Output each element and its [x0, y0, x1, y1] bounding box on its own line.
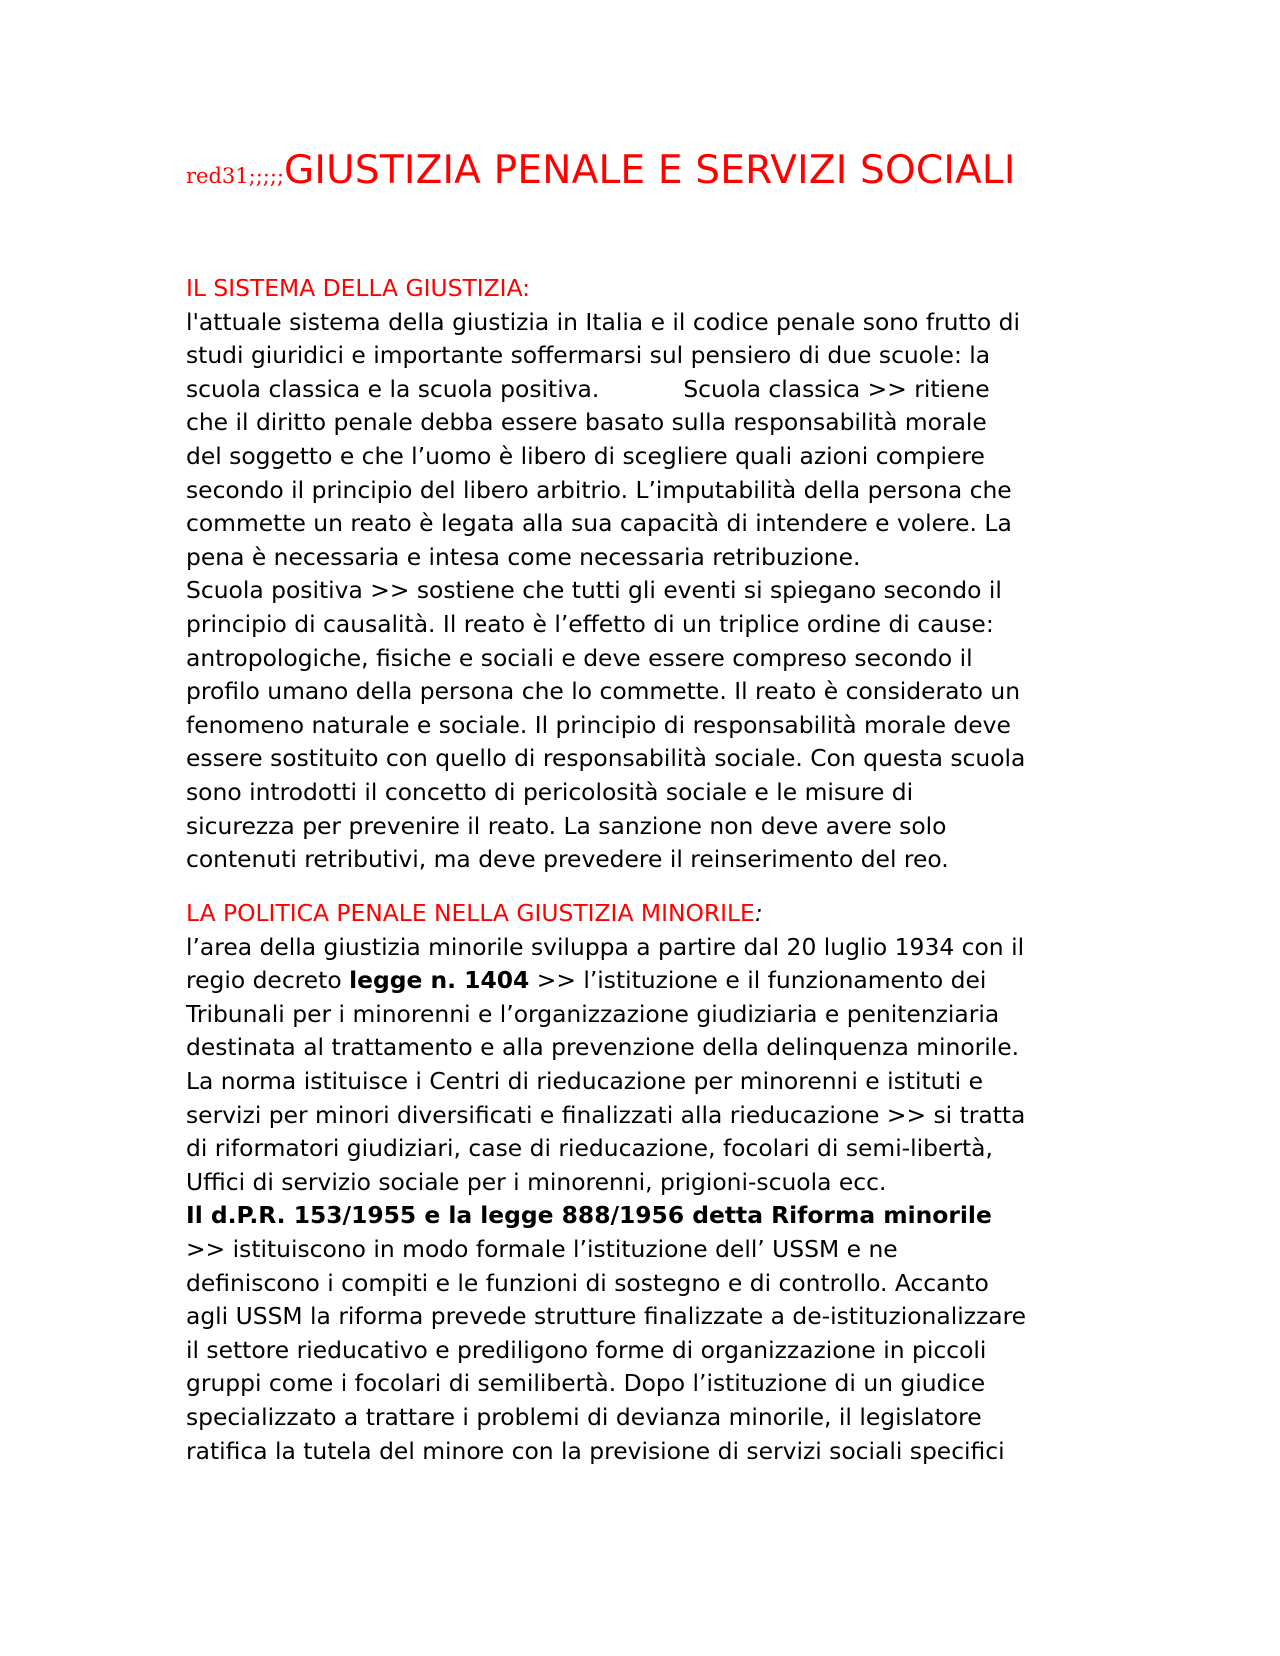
section-heading-text: LA POLITICA PENALE NELLA GIUSTIZIA MINORILE [186, 899, 755, 927]
section-heading [186, 897, 1086, 931]
paragraph-line: >> istituiscono in modo formale l’istituzione dell’ USSM e ne [186, 1234, 898, 1263]
section-heading-colon: : [754, 899, 763, 927]
paragraph-line [186, 373, 1086, 407]
paragraph-line: il settore rieducativo e prediligono forme di organizzazione in piccoli [186, 1335, 987, 1364]
law-reference: legge n. 1404 [349, 966, 530, 995]
paragraph-line: l'attuale sistema della giustizia in Italia e il codice penale sono frutto di [186, 307, 1020, 336]
paragraph-line: profilo umano della persona che lo commette. Il reato è considerato un [186, 677, 1021, 706]
paragraph-line: secondo il principio del libero arbitrio. L’imputabilità della persona che [186, 475, 1012, 504]
paragraph-line: servizi per minori diversificati e finalizzati alla rieducazione >> si tratta [186, 1100, 1026, 1129]
paragraph-line: antropologiche, fisiche e sociali e deve essere compreso secondo il [186, 643, 973, 672]
paragraph-line: gruppi come i focolari di semilibertà. Dopo l’istituzione di un giudice [186, 1369, 986, 1398]
title-main: GIUSTIZIA PENALE E SERVIZI SOCIALI [284, 148, 1016, 193]
paragraph-line: sono introdotti il concetto di pericolosità sociale e le misure di [186, 777, 914, 806]
paragraph-line: Scuola positiva >> sostiene che tutti gli eventi si spiegano secondo il [186, 576, 1002, 605]
paragraph-line: contenuti retributivi, ma deve prevedere il reinserimento del reo. [186, 845, 949, 874]
section-heading: IL SISTEMA DELLA GIUSTIZIA: [186, 274, 531, 302]
paragraph-line: commette un reato è legata alla sua capacità di intendere e volere. La [186, 509, 1012, 538]
paragraph-fragment: regio decreto [186, 966, 350, 995]
paragraph-line: Uffici di servizio sociale per i minorenni, prigioni-scuola ecc. [186, 1167, 887, 1196]
paragraph-fragment: scuola classica e la scuola positiva. [186, 374, 600, 403]
paragraph-line: l’area della giustizia minorile sviluppa a partire dal 20 luglio 1934 con il [186, 932, 1025, 961]
paragraph-line: destinata al trattamento e alla prevenzione della delinquenza minorile. [186, 1033, 1020, 1062]
paragraph-line: pena è necessaria e intesa come necessaria retribuzione. [186, 542, 861, 571]
paragraph-line [186, 964, 1086, 998]
paragraph-line: agli USSM la riforma prevede strutture finalizzate a de-istituzionalizzare [186, 1302, 1027, 1331]
bold-law-line: Il d.P.R. 153/1955 e la legge 888/1956 detta Riforma minorile [186, 1201, 992, 1230]
paragraph-line: specializzato a trattare i problemi di devianza minorile, il legislatore [186, 1402, 982, 1431]
paragraph-fragment: >> l’istituzione e il funzionamento dei [529, 966, 987, 995]
paragraph-line: del soggetto e che l’uomo è libero di scegliere quali azioni compiere [186, 441, 985, 470]
section-politica-penale [186, 897, 1086, 1468]
paragraph-line: fenomeno naturale e sociale. Il principio di responsabilità morale deve [186, 710, 1011, 739]
section-sistema-giustizia [186, 272, 1086, 877]
paragraph-line: definiscono i compiti e le funzioni di sostegno e di controllo. Accanto [186, 1268, 989, 1297]
paragraph-line: sicurezza per prevenire il reato. La sanzione non deve avere solo [186, 811, 947, 840]
paragraph-line: La norma istituisce i Centri di rieducazione per minorenni e istituti e [186, 1066, 983, 1095]
paragraph-line: essere sostituito con quello di responsabilità sociale. Con questa scuola [186, 744, 1026, 773]
title-prefix: red31;;;;; [186, 164, 285, 188]
paragraph-line: studi giuridici e importante soffermarsi sul pensiero di due scuole: la [186, 341, 991, 370]
paragraph-line: Tribunali per i minorenni e l’organizzazione giudiziaria e penitenziaria [186, 999, 1000, 1028]
paragraph-line: ratifica la tutela del minore con la previsione di servizi sociali specifici [186, 1436, 1005, 1465]
paragraph-fragment: Scuola classica >> ritiene [683, 374, 990, 403]
paragraph-line: di riformatori giudiziari, case di rieducazione, focolari di semi-libertà, [186, 1134, 993, 1163]
document-title [186, 148, 1016, 193]
paragraph-line: principio di causalità. Il reato è l’effetto di un triplice ordine di cause: [186, 609, 994, 638]
paragraph-line: che il diritto penale debba essere basato sulla responsabilità morale [186, 408, 987, 437]
